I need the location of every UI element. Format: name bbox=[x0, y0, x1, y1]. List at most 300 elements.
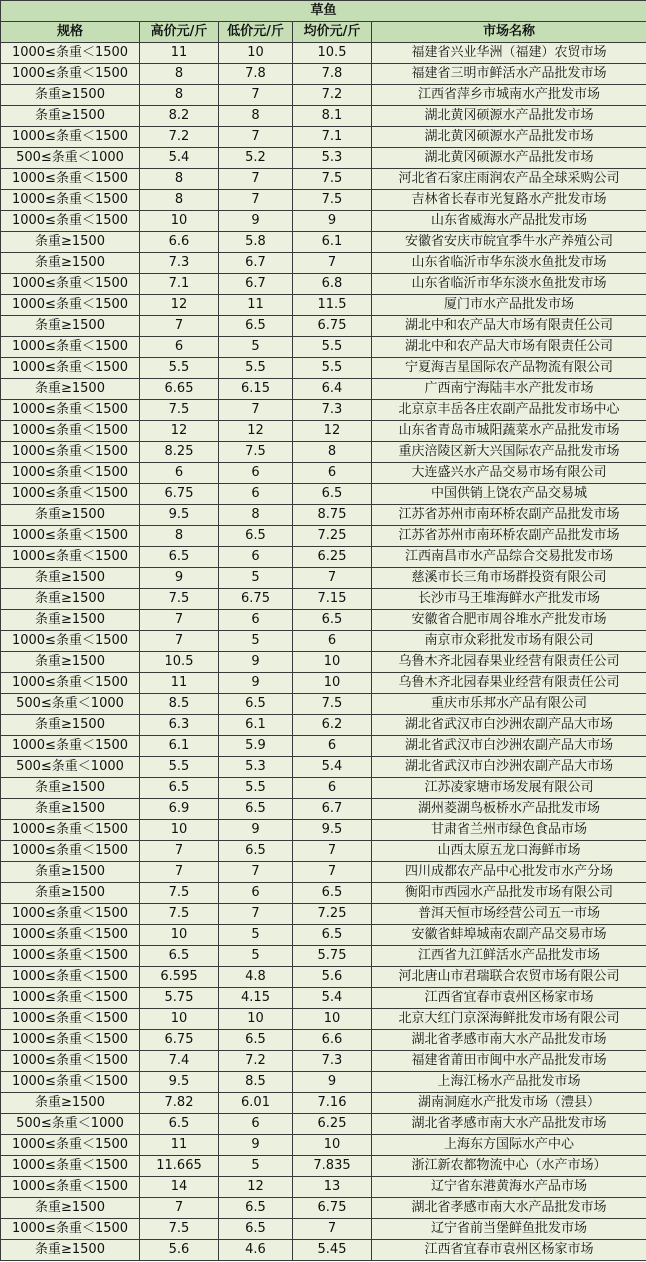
cell-low-price: 7 bbox=[219, 904, 293, 925]
cell-high-price: 6.595 bbox=[140, 967, 219, 988]
table-row bbox=[1, 106, 646, 127]
cell-avg-price: 7.16 bbox=[293, 1093, 372, 1114]
cell-spec: 1000≤条重＜1500 bbox=[1, 820, 140, 841]
cell-high-price: 6.9 bbox=[140, 799, 219, 820]
cell-avg-price: 8.1 bbox=[293, 106, 372, 127]
table-row bbox=[1, 1240, 646, 1261]
cell-low-price: 6.5 bbox=[219, 841, 293, 862]
table-row bbox=[1, 232, 646, 253]
cell-low-price: 6 bbox=[219, 547, 293, 568]
cell-spec: 1000≤条重＜1500 bbox=[1, 127, 140, 148]
cell-avg-price: 5.5 bbox=[293, 337, 372, 358]
cell-spec: 条重≥1500 bbox=[1, 715, 140, 736]
cell-avg-price: 7.5 bbox=[293, 190, 372, 211]
cell-market-name: 福建省三明市鲜活水产品批发市场 bbox=[372, 64, 646, 85]
table-row bbox=[1, 736, 646, 757]
cell-high-price: 11 bbox=[140, 1135, 219, 1156]
cell-spec: 1000≤条重＜1500 bbox=[1, 736, 140, 757]
table-row bbox=[1, 337, 646, 358]
cell-low-price: 4.15 bbox=[219, 988, 293, 1009]
cell-avg-price: 10 bbox=[293, 1009, 372, 1030]
table-row bbox=[1, 925, 646, 946]
cell-spec: 条重≥1500 bbox=[1, 232, 140, 253]
cell-spec: 条重≥1500 bbox=[1, 883, 140, 904]
cell-market-name: 甘肃省兰州市绿色食品市场 bbox=[372, 820, 646, 841]
cell-market-name: 重庆市乐邦水产品有限公司 bbox=[372, 694, 646, 715]
table-row bbox=[1, 148, 646, 169]
cell-high-price: 5.6 bbox=[140, 1240, 219, 1261]
cell-low-price: 7 bbox=[219, 862, 293, 883]
cell-avg-price: 5.4 bbox=[293, 757, 372, 778]
cell-avg-price: 11.5 bbox=[293, 295, 372, 316]
cell-low-price: 10 bbox=[219, 1009, 293, 1030]
cell-high-price: 11 bbox=[140, 673, 219, 694]
header-row bbox=[1, 22, 646, 43]
cell-market-name: 北京大红门京深海鲜批发市场有限公司 bbox=[372, 1009, 646, 1030]
cell-high-price: 12 bbox=[140, 295, 219, 316]
cell-low-price: 5 bbox=[219, 631, 293, 652]
table-row bbox=[1, 694, 646, 715]
table-row bbox=[1, 799, 646, 820]
cell-market-name: 福建省莆田市闽中水产品批发市场 bbox=[372, 1051, 646, 1072]
cell-market-name: 湖北中和农产品大市场有限责任公司 bbox=[372, 337, 646, 358]
table-row bbox=[1, 547, 646, 568]
cell-spec: 条重≥1500 bbox=[1, 799, 140, 820]
cell-avg-price: 6.6 bbox=[293, 1030, 372, 1051]
cell-high-price: 6.75 bbox=[140, 484, 219, 505]
table-row bbox=[1, 274, 646, 295]
table-row bbox=[1, 946, 646, 967]
cell-market-name: 上海东方国际水产中心 bbox=[372, 1135, 646, 1156]
cell-high-price: 7 bbox=[140, 631, 219, 652]
cell-market-name: 厦门市水产品批发市场 bbox=[372, 295, 646, 316]
cell-spec: 1000≤条重＜1500 bbox=[1, 421, 140, 442]
cell-high-price: 5.5 bbox=[140, 757, 219, 778]
table-row bbox=[1, 190, 646, 211]
cell-low-price: 6.5 bbox=[219, 694, 293, 715]
cell-avg-price: 7.15 bbox=[293, 589, 372, 610]
cell-market-name: 江苏省苏州市南环桥农副产品批发市场 bbox=[372, 526, 646, 547]
cell-market-name: 山东省威海水产品批发市场 bbox=[372, 211, 646, 232]
header-high-price: 高价元/斤 bbox=[140, 22, 219, 43]
cell-low-price: 5 bbox=[219, 925, 293, 946]
cell-avg-price: 6.75 bbox=[293, 1198, 372, 1219]
cell-avg-price: 7.25 bbox=[293, 904, 372, 925]
cell-spec: 1000≤条重＜1500 bbox=[1, 190, 140, 211]
cell-high-price: 8 bbox=[140, 526, 219, 547]
cell-high-price: 7.82 bbox=[140, 1093, 219, 1114]
cell-spec: 1000≤条重＜1500 bbox=[1, 358, 140, 379]
cell-high-price: 7.5 bbox=[140, 883, 219, 904]
table-row bbox=[1, 1198, 646, 1219]
table-row bbox=[1, 904, 646, 925]
cell-high-price: 6.6 bbox=[140, 232, 219, 253]
cell-avg-price: 6.5 bbox=[293, 883, 372, 904]
cell-high-price: 7.5 bbox=[140, 1219, 219, 1240]
table-row bbox=[1, 64, 646, 85]
cell-market-name: 北京京丰岳各庄农副产品批发市场中心 bbox=[372, 400, 646, 421]
cell-avg-price: 7.2 bbox=[293, 85, 372, 106]
cell-spec: 条重≥1500 bbox=[1, 1240, 140, 1261]
cell-spec: 1000≤条重＜1500 bbox=[1, 1219, 140, 1240]
cell-spec: 1000≤条重＜1500 bbox=[1, 673, 140, 694]
cell-high-price: 10 bbox=[140, 211, 219, 232]
cell-market-name: 乌鲁木齐北园春果业经营有限责任公司 bbox=[372, 673, 646, 694]
cell-market-name: 湖南洞庭水产批发市场（澧县） bbox=[372, 1093, 646, 1114]
cell-spec: 条重≥1500 bbox=[1, 862, 140, 883]
cell-high-price: 10.5 bbox=[140, 652, 219, 673]
cell-spec: 1000≤条重＜1500 bbox=[1, 43, 140, 64]
cell-avg-price: 6.2 bbox=[293, 715, 372, 736]
cell-high-price: 7 bbox=[140, 841, 219, 862]
cell-market-name: 山东省临沂市华东淡水鱼批发市场 bbox=[372, 274, 646, 295]
cell-spec: 1000≤条重＜1500 bbox=[1, 967, 140, 988]
cell-market-name: 长沙市马王堆海鲜水产批发市场 bbox=[372, 589, 646, 610]
cell-high-price: 7 bbox=[140, 862, 219, 883]
header-market-name: 市场名称 bbox=[372, 22, 646, 43]
cell-low-price: 4.6 bbox=[219, 1240, 293, 1261]
cell-spec: 500≤条重＜1000 bbox=[1, 1114, 140, 1135]
cell-spec: 500≤条重＜1000 bbox=[1, 148, 140, 169]
cell-low-price: 9 bbox=[219, 820, 293, 841]
cell-low-price: 8 bbox=[219, 505, 293, 526]
table-row bbox=[1, 400, 646, 421]
cell-avg-price: 8.75 bbox=[293, 505, 372, 526]
table-row bbox=[1, 1030, 646, 1051]
cell-market-name: 河北唐山市君瑞联合农贸市场有限公司 bbox=[372, 967, 646, 988]
cell-spec: 500≤条重＜1000 bbox=[1, 694, 140, 715]
cell-market-name: 衡阳市西园水产品批发市场有限公司 bbox=[372, 883, 646, 904]
cell-low-price: 6.7 bbox=[219, 274, 293, 295]
cell-avg-price: 6 bbox=[293, 631, 372, 652]
cell-market-name: 湖北省孝感市南大水产品批发市场 bbox=[372, 1198, 646, 1219]
table-row bbox=[1, 715, 646, 736]
cell-low-price: 5 bbox=[219, 946, 293, 967]
cell-spec: 1000≤条重＜1500 bbox=[1, 442, 140, 463]
table-title: 草鱼 bbox=[1, 1, 646, 22]
cell-avg-price: 6 bbox=[293, 463, 372, 484]
cell-high-price: 11.665 bbox=[140, 1156, 219, 1177]
cell-low-price: 7 bbox=[219, 85, 293, 106]
cell-spec: 1000≤条重＜1500 bbox=[1, 295, 140, 316]
cell-high-price: 5.75 bbox=[140, 988, 219, 1009]
cell-avg-price: 6.8 bbox=[293, 274, 372, 295]
title-row bbox=[1, 1, 646, 22]
cell-high-price: 9.5 bbox=[140, 505, 219, 526]
table-row bbox=[1, 1093, 646, 1114]
cell-market-name: 中国供销上饶农产品交易城 bbox=[372, 484, 646, 505]
cell-avg-price: 6.75 bbox=[293, 316, 372, 337]
cell-spec: 500≤条重＜1000 bbox=[1, 757, 140, 778]
cell-spec: 条重≥1500 bbox=[1, 589, 140, 610]
table-row bbox=[1, 526, 646, 547]
cell-spec: 条重≥1500 bbox=[1, 505, 140, 526]
cell-high-price: 8 bbox=[140, 85, 219, 106]
cell-high-price: 6.5 bbox=[140, 778, 219, 799]
cell-avg-price: 7.3 bbox=[293, 400, 372, 421]
cell-market-name: 南京市众彩批发市场有限公司 bbox=[372, 631, 646, 652]
cell-avg-price: 5.5 bbox=[293, 358, 372, 379]
cell-market-name: 福建省兴业华洲（福建）农贸市场 bbox=[372, 43, 646, 64]
cell-spec: 1000≤条重＜1500 bbox=[1, 400, 140, 421]
cell-avg-price: 7 bbox=[293, 862, 372, 883]
cell-low-price: 7.2 bbox=[219, 1051, 293, 1072]
cell-avg-price: 5.3 bbox=[293, 148, 372, 169]
cell-avg-price: 5.4 bbox=[293, 988, 372, 1009]
cell-high-price: 8 bbox=[140, 169, 219, 190]
cell-avg-price: 10 bbox=[293, 1135, 372, 1156]
cell-low-price: 5.5 bbox=[219, 358, 293, 379]
cell-market-name: 安徽省蚌埠城南农副产品交易市场 bbox=[372, 925, 646, 946]
cell-spec: 1000≤条重＜1500 bbox=[1, 946, 140, 967]
cell-spec: 条重≥1500 bbox=[1, 610, 140, 631]
table-row bbox=[1, 820, 646, 841]
cell-low-price: 6.7 bbox=[219, 253, 293, 274]
cell-spec: 条重≥1500 bbox=[1, 1198, 140, 1219]
cell-market-name: 江西省萍乡市城南水产批发市场 bbox=[372, 85, 646, 106]
cell-spec: 1000≤条重＜1500 bbox=[1, 211, 140, 232]
cell-avg-price: 7 bbox=[293, 841, 372, 862]
table-row bbox=[1, 757, 646, 778]
cell-spec: 条重≥1500 bbox=[1, 652, 140, 673]
cell-high-price: 10 bbox=[140, 925, 219, 946]
cell-market-name: 湖北省武汉市白沙洲农副产品大市场 bbox=[372, 715, 646, 736]
cell-spec: 1000≤条重＜1500 bbox=[1, 1135, 140, 1156]
cell-market-name: 重庆涪陵区新大兴国际农产品批发市场 bbox=[372, 442, 646, 463]
table-row bbox=[1, 1051, 646, 1072]
cell-market-name: 广西南宁海陆丰水产批发市场 bbox=[372, 379, 646, 400]
cell-market-name: 湖州菱湖鸟板桥水产品批发市场 bbox=[372, 799, 646, 820]
cell-low-price: 5.3 bbox=[219, 757, 293, 778]
cell-market-name: 江西省宜春市袁州区杨家市场 bbox=[372, 988, 646, 1009]
cell-low-price: 12 bbox=[219, 421, 293, 442]
cell-market-name: 大连盛兴水产品交易市场有限公司 bbox=[372, 463, 646, 484]
table-row bbox=[1, 862, 646, 883]
cell-low-price: 7 bbox=[219, 127, 293, 148]
cell-avg-price: 10 bbox=[293, 652, 372, 673]
cell-spec: 条重≥1500 bbox=[1, 778, 140, 799]
cell-high-price: 12 bbox=[140, 421, 219, 442]
cell-market-name: 湖北黄冈硕源水产品批发市场 bbox=[372, 127, 646, 148]
cell-market-name: 普洱天恒市场经营公司五一市场 bbox=[372, 904, 646, 925]
cell-low-price: 5 bbox=[219, 1156, 293, 1177]
cell-market-name: 江苏凌家塘市场发展有限公司 bbox=[372, 778, 646, 799]
cell-avg-price: 6.25 bbox=[293, 1114, 372, 1135]
cell-avg-price: 7.8 bbox=[293, 64, 372, 85]
cell-low-price: 7.8 bbox=[219, 64, 293, 85]
cell-spec: 条重≥1500 bbox=[1, 379, 140, 400]
table-row bbox=[1, 883, 646, 904]
table-row bbox=[1, 589, 646, 610]
table-row bbox=[1, 253, 646, 274]
cell-avg-price: 5.75 bbox=[293, 946, 372, 967]
cell-avg-price: 5.45 bbox=[293, 1240, 372, 1261]
cell-avg-price: 7.835 bbox=[293, 1156, 372, 1177]
table-row bbox=[1, 505, 646, 526]
cell-low-price: 11 bbox=[219, 295, 293, 316]
cell-spec: 1000≤条重＜1500 bbox=[1, 547, 140, 568]
cell-low-price: 5 bbox=[219, 568, 293, 589]
cell-market-name: 宁夏海吉星国际农产品物流有限公司 bbox=[372, 358, 646, 379]
table-row bbox=[1, 127, 646, 148]
cell-spec: 1000≤条重＜1500 bbox=[1, 988, 140, 1009]
cell-spec: 1000≤条重＜1500 bbox=[1, 484, 140, 505]
cell-spec: 条重≥1500 bbox=[1, 106, 140, 127]
cell-market-name: 江西省九江鲜活水产品批发市场 bbox=[372, 946, 646, 967]
cell-spec: 1000≤条重＜1500 bbox=[1, 463, 140, 484]
cell-low-price: 5.9 bbox=[219, 736, 293, 757]
cell-high-price: 7.5 bbox=[140, 400, 219, 421]
cell-high-price: 10 bbox=[140, 1009, 219, 1030]
cell-market-name: 江西南昌市水产品综合交易批发市场 bbox=[372, 547, 646, 568]
cell-market-name: 湖北省孝感市南大水产品批发市场 bbox=[372, 1030, 646, 1051]
cell-high-price: 5.5 bbox=[140, 358, 219, 379]
cell-high-price: 9 bbox=[140, 568, 219, 589]
cell-high-price: 14 bbox=[140, 1177, 219, 1198]
cell-avg-price: 6.1 bbox=[293, 232, 372, 253]
header-spec: 规格 bbox=[1, 22, 140, 43]
table-row bbox=[1, 379, 646, 400]
cell-high-price: 6 bbox=[140, 337, 219, 358]
cell-low-price: 9 bbox=[219, 652, 293, 673]
cell-spec: 1000≤条重＜1500 bbox=[1, 904, 140, 925]
cell-low-price: 6.15 bbox=[219, 379, 293, 400]
cell-low-price: 6 bbox=[219, 463, 293, 484]
cell-spec: 1000≤条重＜1500 bbox=[1, 1009, 140, 1030]
cell-avg-price: 7.5 bbox=[293, 169, 372, 190]
cell-avg-price: 7.1 bbox=[293, 127, 372, 148]
cell-spec: 1000≤条重＜1500 bbox=[1, 64, 140, 85]
cell-low-price: 4.8 bbox=[219, 967, 293, 988]
table-row bbox=[1, 421, 646, 442]
cell-avg-price: 8 bbox=[293, 442, 372, 463]
cell-spec: 1000≤条重＜1500 bbox=[1, 1177, 140, 1198]
cell-low-price: 5.2 bbox=[219, 148, 293, 169]
cell-market-name: 安徽省合肥市周谷堆水产批发市场 bbox=[372, 610, 646, 631]
cell-spec: 1000≤条重＜1500 bbox=[1, 631, 140, 652]
table-row bbox=[1, 652, 646, 673]
cell-avg-price: 7.25 bbox=[293, 526, 372, 547]
cell-low-price: 10 bbox=[219, 43, 293, 64]
table-row bbox=[1, 1114, 646, 1135]
cell-market-name: 乌鲁木齐北园春果业经营有限责任公司 bbox=[372, 652, 646, 673]
cell-low-price: 8.5 bbox=[219, 1072, 293, 1093]
cell-spec: 1000≤条重＜1500 bbox=[1, 274, 140, 295]
cell-low-price: 7 bbox=[219, 169, 293, 190]
cell-high-price: 9.5 bbox=[140, 1072, 219, 1093]
cell-low-price: 6.5 bbox=[219, 799, 293, 820]
cell-spec: 1000≤条重＜1500 bbox=[1, 1156, 140, 1177]
table-row bbox=[1, 295, 646, 316]
cell-avg-price: 7 bbox=[293, 568, 372, 589]
cell-high-price: 7.4 bbox=[140, 1051, 219, 1072]
cell-low-price: 5.8 bbox=[219, 232, 293, 253]
cell-market-name: 湖北省武汉市白沙洲农副产品大市场 bbox=[372, 736, 646, 757]
table-row bbox=[1, 631, 646, 652]
cell-spec: 1000≤条重＜1500 bbox=[1, 1051, 140, 1072]
cell-high-price: 8.2 bbox=[140, 106, 219, 127]
cell-low-price: 5 bbox=[219, 337, 293, 358]
cell-avg-price: 6 bbox=[293, 778, 372, 799]
cell-high-price: 6.75 bbox=[140, 1030, 219, 1051]
cell-low-price: 6 bbox=[219, 610, 293, 631]
cell-market-name: 上海江杨水产品批发市场 bbox=[372, 1072, 646, 1093]
cell-low-price: 9 bbox=[219, 1135, 293, 1156]
cell-spec: 条重≥1500 bbox=[1, 85, 140, 106]
cell-avg-price: 10.5 bbox=[293, 43, 372, 64]
cell-high-price: 6.1 bbox=[140, 736, 219, 757]
cell-market-name: 辽宁省东港黄海水产品市场 bbox=[372, 1177, 646, 1198]
table-row bbox=[1, 778, 646, 799]
cell-avg-price: 6.4 bbox=[293, 379, 372, 400]
cell-high-price: 7.3 bbox=[140, 253, 219, 274]
cell-avg-price: 6.5 bbox=[293, 610, 372, 631]
cell-market-name: 湖北黄冈硕源水产品批发市场 bbox=[372, 148, 646, 169]
cell-low-price: 7 bbox=[219, 190, 293, 211]
cell-avg-price: 6 bbox=[293, 736, 372, 757]
cell-low-price: 7 bbox=[219, 400, 293, 421]
cell-high-price: 7 bbox=[140, 610, 219, 631]
table-row bbox=[1, 1156, 646, 1177]
cell-low-price: 6.5 bbox=[219, 1198, 293, 1219]
cell-market-name: 湖北省武汉市白沙洲农副产品大市场 bbox=[372, 757, 646, 778]
cell-low-price: 6.1 bbox=[219, 715, 293, 736]
cell-spec: 1000≤条重＜1500 bbox=[1, 1072, 140, 1093]
table-body bbox=[1, 43, 646, 1261]
table-row bbox=[1, 1177, 646, 1198]
cell-avg-price: 13 bbox=[293, 1177, 372, 1198]
cell-spec: 1000≤条重＜1500 bbox=[1, 925, 140, 946]
cell-high-price: 7 bbox=[140, 1198, 219, 1219]
cell-low-price: 6.5 bbox=[219, 1219, 293, 1240]
cell-high-price: 5.4 bbox=[140, 148, 219, 169]
cell-high-price: 11 bbox=[140, 43, 219, 64]
header-avg-price: 均价元/斤 bbox=[293, 22, 372, 43]
cell-high-price: 8 bbox=[140, 64, 219, 85]
cell-high-price: 6.5 bbox=[140, 1114, 219, 1135]
table-row bbox=[1, 316, 646, 337]
cell-low-price: 6.5 bbox=[219, 316, 293, 337]
table-row bbox=[1, 1072, 646, 1093]
cell-spec: 1000≤条重＜1500 bbox=[1, 1030, 140, 1051]
table-row bbox=[1, 463, 646, 484]
cell-high-price: 8.5 bbox=[140, 694, 219, 715]
cell-market-name: 湖北中和农产品大市场有限责任公司 bbox=[372, 316, 646, 337]
cell-low-price: 5.5 bbox=[219, 778, 293, 799]
cell-market-name: 慈溪市长三角市场群投资有限公司 bbox=[372, 568, 646, 589]
cell-low-price: 6 bbox=[219, 1114, 293, 1135]
table-row bbox=[1, 85, 646, 106]
cell-spec: 1000≤条重＜1500 bbox=[1, 337, 140, 358]
table-row bbox=[1, 1009, 646, 1030]
cell-high-price: 7.5 bbox=[140, 589, 219, 610]
cell-market-name: 辽宁省前当堡鲜鱼批发市场 bbox=[372, 1219, 646, 1240]
cell-high-price: 8 bbox=[140, 190, 219, 211]
cell-avg-price: 7.3 bbox=[293, 1051, 372, 1072]
cell-avg-price: 6.7 bbox=[293, 799, 372, 820]
cell-low-price: 6 bbox=[219, 883, 293, 904]
cell-market-name: 山东省临沂市华东淡水鱼批发市场 bbox=[372, 253, 646, 274]
cell-avg-price: 7 bbox=[293, 253, 372, 274]
cell-high-price: 7.5 bbox=[140, 904, 219, 925]
cell-low-price: 7.5 bbox=[219, 442, 293, 463]
cell-avg-price: 6.5 bbox=[293, 484, 372, 505]
cell-avg-price: 9 bbox=[293, 1072, 372, 1093]
table-row bbox=[1, 442, 646, 463]
cell-low-price: 9 bbox=[219, 673, 293, 694]
cell-high-price: 7.2 bbox=[140, 127, 219, 148]
cell-market-name: 山西太原五龙口海鲜市场 bbox=[372, 841, 646, 862]
